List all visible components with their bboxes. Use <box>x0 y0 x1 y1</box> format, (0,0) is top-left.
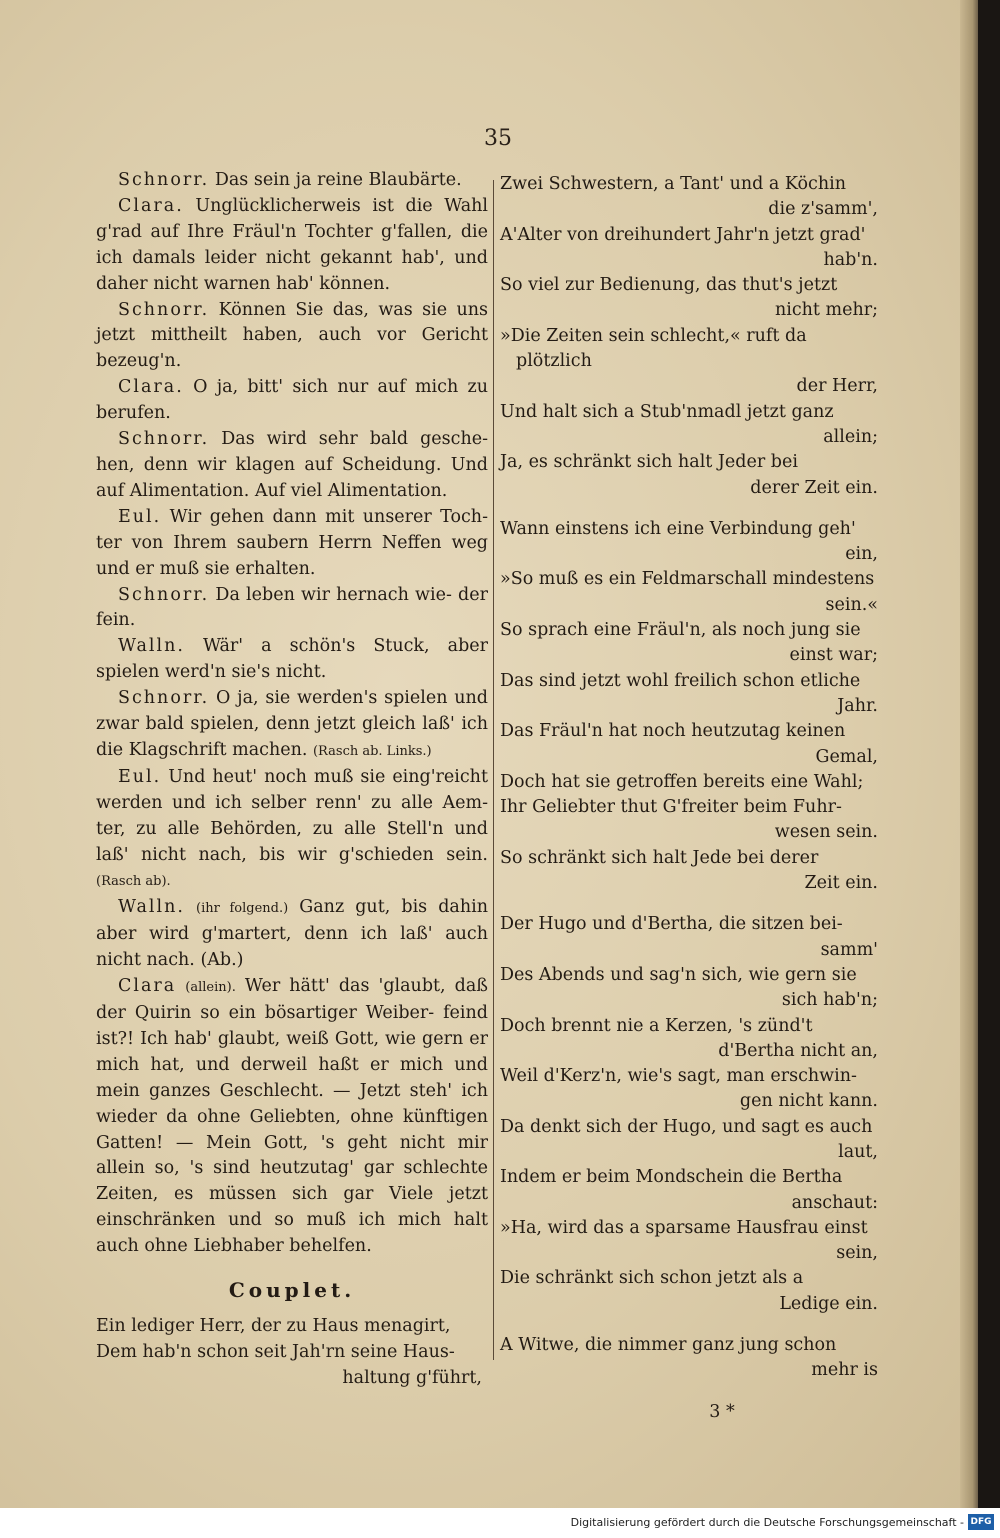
verse-line: Der Hugo und d'Bertha, die sitzen bei- <box>500 914 843 935</box>
stage-direction: (allein). <box>185 980 236 996</box>
verse-continuation: anschaut: <box>791 1192 878 1213</box>
verse-line: Weil d'Kerz'n, wie's sagt, man erschwin- <box>500 1066 857 1087</box>
verse-line: Das sind jetzt wohl freilich schon etliche <box>500 670 861 691</box>
verse-line: Dem hab'n schon seit Jah'rn seine Haus- <box>96 1341 455 1362</box>
speaker-name: Walln. <box>118 636 185 657</box>
dialogue-paragraph <box>96 168 488 194</box>
verse-continuation: Zeit ein. <box>804 873 878 894</box>
verse-block <box>96 1314 488 1392</box>
speaker-name: Schnorr. <box>118 299 210 320</box>
dialogue-text: Unglücklicherweis ist die Wahl g'rad auf Ihre Fräul'n Tochter g'fallen, die ich damals leider nicht gekannt hab', und daher nicht warnen hab' können. <box>96 195 488 294</box>
dialogue-paragraph <box>96 765 488 896</box>
verse-line: Doch hat sie getroffen bereits eine Wahl; <box>500 771 864 792</box>
verse-line: Die schränkt sich schon jetzt als a <box>500 1268 804 1289</box>
speaker-name: Schnorr. <box>118 429 210 450</box>
dialogue-paragraph <box>96 505 488 583</box>
verse-continuation: sein.« <box>825 594 878 615</box>
column-divider <box>493 180 494 1360</box>
dialogue-paragraph <box>96 895 488 974</box>
speaker-name: Schnorr. <box>118 170 210 190</box>
verse-continuation: gen nicht kann. <box>739 1091 878 1112</box>
dialogue-text: O ja, sie werden's spielen und zwar bald spielen, denn jetzt gleich laß' ich die Klagschrift machen. <box>96 688 488 760</box>
right-column <box>500 172 884 1425</box>
verse-continuation: sich hab'n; <box>781 990 878 1011</box>
verse-continuation: Ledige ein. <box>779 1293 878 1314</box>
speaker-name: Walln. <box>118 897 185 918</box>
verse-line: »Ha, wird das a sparsame Hausfrau einst <box>500 1217 868 1238</box>
dialogue-text: Können Sie das, was sie uns jetzt mittheilt haben, auch vor Gericht bezeug'n. <box>96 299 488 372</box>
stanza <box>500 912 884 1317</box>
dialogue-paragraph <box>96 634 488 686</box>
dialogue-paragraph <box>96 298 488 376</box>
verse-line: Ein lediger Herr, der zu Haus menagirt, <box>96 1315 451 1336</box>
stanza <box>500 517 884 896</box>
verse-continuation: Jahr. <box>837 695 878 716</box>
dialogue-text: Wer hätt' das 'glaubt, daß der Quirin so ein bösartiger Weiber- feind ist?! Ich hab' glaubt, weiß Gott, wie gern er mich hat, und derweil haßt er mich und mein ganzes Geschlecht. — Jetzt steh' ich wieder da ohne Geliebten, ohne künftigen Gatten! — Mein Gott, 's geht nicht mir allein so, 's sind heutzutag' gar schlechte Zeiten, es müssen sich gar Viele jetzt einschränken und so muß ich mich halt auch ohne Liebhaber behelfen. <box>96 976 488 1257</box>
dialogue-paragraph <box>96 686 488 765</box>
verse-line: Wann einstens ich eine Verbindung geh' <box>500 518 856 539</box>
verse-continuation: nicht mehr; <box>774 300 878 321</box>
verse-continuation: sein, <box>836 1243 878 1264</box>
stanza <box>500 172 884 501</box>
left-column <box>96 168 488 1392</box>
verse-line: A Witwe, die nimmer ganz jung schon <box>500 1335 837 1356</box>
verse-continuation: mehr is <box>811 1360 878 1381</box>
stage-direction: (Ab.) <box>200 950 244 971</box>
verse-line: Ihr Geliebter thut G'freiter beim Fuhr- <box>500 797 842 818</box>
speaker-name: Eul. <box>118 766 162 787</box>
dialogue-text: Und heut' noch muß sie eing'reicht werden und ich selber renn' zu alle Aem- ter, zu alle Behörden, zu alle Stell'n und laß' nicht nach, bis wir g'schieden sein. <box>96 766 488 865</box>
verse-line: Das Fräul'n hat noch heutzutag keinen <box>500 721 846 742</box>
verse-line: So sprach eine Fräul'n, als noch jung sie <box>500 620 861 641</box>
dialogue-paragraph <box>96 375 488 427</box>
verse-continuation: der Herr, <box>796 376 878 397</box>
speaker-name: Clara. <box>118 377 184 398</box>
stanza <box>500 1333 884 1384</box>
dialogue-text: Ganz gut, bis dahin aber wird g'martert, denn ich laß' auch nicht nach. <box>96 897 488 971</box>
dialogue-text: Das sein ja reine Blaubärte. <box>214 170 462 190</box>
speaker-name: Schnorr. <box>118 584 210 605</box>
verse-continuation: hab'n. <box>823 249 878 270</box>
speaker-name: Eul. <box>118 506 162 527</box>
verse-continuation: allein; <box>823 426 878 447</box>
dialogue-paragraph <box>96 427 488 505</box>
verse-line: »So muß es ein Feldmarschall mindestens <box>500 569 875 590</box>
footer-credit: Digitalisierung gefördert durch die Deutsche Forschungsgemeinschaft - <box>570 1516 964 1529</box>
speaker-name: Schnorr. <box>118 688 210 709</box>
verse-continuation: die z'samm', <box>768 199 878 220</box>
verse-continuation: derer Zeit ein. <box>750 477 878 498</box>
dialogue-text: Da leben wir hernach wie- der fein. <box>96 584 488 631</box>
verse-line: Doch brennt nie a Kerzen, 's zünd't <box>500 1015 813 1036</box>
page-edge <box>960 0 978 1538</box>
dialogue-text: Wär' a schön's Stuck, aber spielen werd'n sie's nicht. <box>96 636 488 683</box>
dialogue-text: O ja, bitt' sich nur auf mich zu berufen. <box>96 377 488 424</box>
verse-line: Des Abends und sag'n sich, wie gern sie <box>500 964 857 985</box>
dialogue-paragraph <box>96 974 488 1260</box>
verse-continuation: d'Bertha nicht an, <box>718 1040 878 1061</box>
dialogue-text: Das wird sehr bald gesche- hen, denn wir klagen auf Scheidung. Und auf Alimentation. Auf viel Alimentation. <box>96 429 488 501</box>
verse-continuation: Gemal, <box>815 746 878 767</box>
stage-direction: (ihr folgend.) <box>196 901 289 917</box>
verse-line: Da denkt sich der Hugo, und sagt es auch <box>500 1116 873 1137</box>
verse-line: So schränkt sich halt Jede bei derer <box>500 847 819 868</box>
verse-line: »Die Zeiten sein schlecht,« ruft da plötzlich <box>500 325 807 372</box>
speaker-name: Clara <box>118 976 177 997</box>
dialogue-text: Wir gehen dann mit unserer Toch- ter von Ihrem saubern Herrn Neffen weg und er muß sie erhalten. <box>96 506 488 579</box>
verse-line: Zwei Schwestern, a Tant' und a Köchin <box>500 174 846 194</box>
verse-continuation: ein, <box>845 544 878 565</box>
verse-line: Indem er beim Mondschein die Bertha <box>500 1167 843 1188</box>
dialogue-block <box>96 168 488 1260</box>
verse-line: Und halt sich a Stub'nmadl jetzt ganz <box>500 401 834 422</box>
page-number: 35 <box>484 126 512 151</box>
verse-continuation: laut, <box>838 1141 878 1162</box>
speaker-name: Clara. <box>118 195 184 216</box>
verse-continuation: haltung g'führt, <box>342 1367 482 1388</box>
verse-line: So viel zur Bedienung, das thut's jetzt <box>500 275 838 296</box>
verse-line: A'Alter von dreihundert Jahr'n jetzt grad' <box>500 224 866 245</box>
stage-direction: (Rasch ab. Links.) <box>312 743 432 759</box>
signature-mark: 3 * <box>709 1401 735 1422</box>
couplet-heading: Couplet. <box>228 1278 356 1303</box>
dfg-logo: DFG <box>968 1514 994 1530</box>
dialogue-paragraph <box>96 194 488 298</box>
verse-continuation: einst war; <box>789 645 878 666</box>
dialogue-paragraph <box>96 583 488 635</box>
stanzas-block <box>500 172 884 1384</box>
verse-continuation: wesen sein. <box>774 822 878 843</box>
verse-line: Ja, es schränkt sich halt Jeder bei <box>500 452 798 473</box>
verse-continuation: samm' <box>820 939 878 960</box>
stage-direction: (Rasch ab). <box>96 874 171 890</box>
